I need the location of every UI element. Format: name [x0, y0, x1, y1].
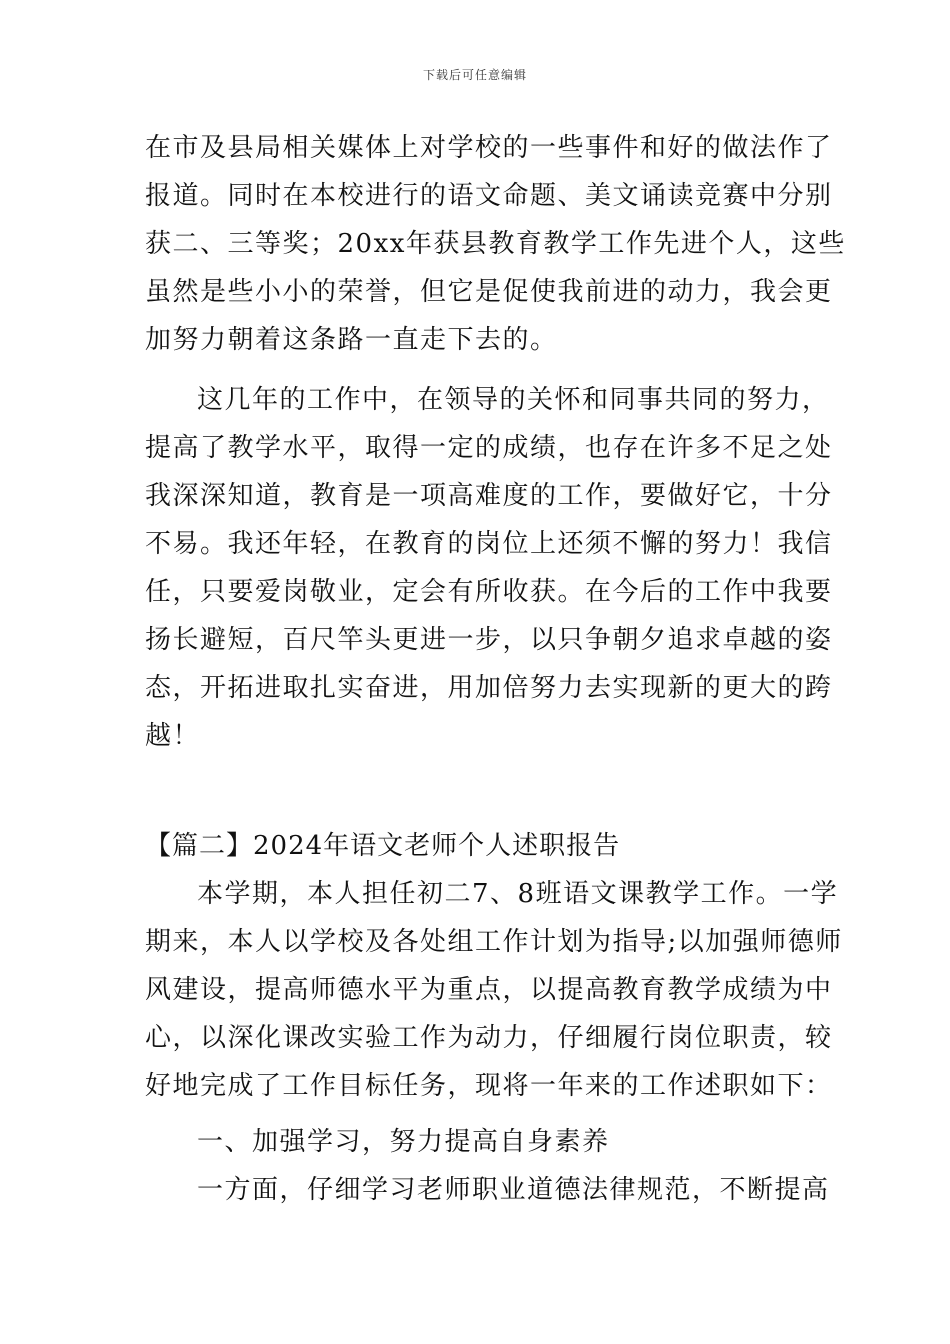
paragraph-2-line: 不易。我还年轻，在教育的岗位上还须不懈的努力！我信: [145, 529, 833, 559]
paragraph-4-line: 一方面，仔细学习老师职业道德法律规范，不断提高: [197, 1175, 830, 1205]
paragraph-3-line: 好地完成了工作目标任务，现将一年来的工作述职如下：: [145, 1071, 833, 1101]
page-header-note: 下载后可任意编辑: [422, 68, 527, 82]
paragraph-1-line: 报道。同时在本校进行的语文命题、美文诵读竞赛中分别: [145, 181, 833, 211]
subheading-1: [145, 1118, 810, 1166]
paragraph-1: [145, 124, 846, 364]
paragraph-2-line: 提高了教学水平，取得一定的成绩，也存在许多不足之处: [145, 433, 833, 463]
paragraph-1-line: 获二、三等奖；20xx年获县教育教学工作先进个人，这些: [145, 229, 846, 259]
paragraph-1-line: 虽然是些小小的荣誉，但它是促使我前进的动力，我会更: [145, 277, 833, 307]
paragraph-3-line: 心，以深化课改实验工作为动力，仔细履行岗位职责，较: [145, 1023, 833, 1053]
paragraph-2: [145, 376, 833, 760]
paragraph-3-line: 本学期，本人担任初二7、8班语文课教学工作。一学: [197, 879, 839, 909]
paragraph-1-line: 加努力朝着这条路一直走下去的。: [145, 325, 558, 355]
paragraph-2-line: 扬长避短，百尺竿头更进一步，以只争朝夕追求卓越的姿: [145, 625, 833, 655]
paragraph-2-line: 我深深知道，教育是一项高难度的工作，要做好它，十分: [145, 481, 833, 511]
paragraph-3-line: 期来，本人以学校及各处组工作计划为指导;以加强师德师: [145, 927, 843, 957]
paragraph-3-line: 风建设，提高师德水平为重点，以提高教育教学成绩为中: [145, 975, 833, 1005]
paragraph-2-line: 任，只要爱岗敬业，定会有所收获。在今后的工作中我要: [145, 577, 833, 607]
paragraph-1-line: 在市及县局相关媒体上对学校的一些事件和好的做法作了: [145, 133, 833, 163]
section-heading: 【篇二】2024年语文老师个人述职报告: [145, 831, 621, 861]
paragraph-2-line: 这几年的工作中，在领导的关怀和同事共同的努力，: [197, 385, 830, 415]
paragraph-2-line: 态，开拓进取扎实奋进，用加倍努力去实现新的更大的跨: [145, 673, 833, 703]
subheading-1-text: 一、加强学习，努力提高自身素养: [197, 1127, 610, 1157]
paragraph-2-line: 越！: [145, 721, 201, 751]
paragraph-3: [145, 870, 843, 1110]
paragraph-4: [145, 1166, 830, 1214]
